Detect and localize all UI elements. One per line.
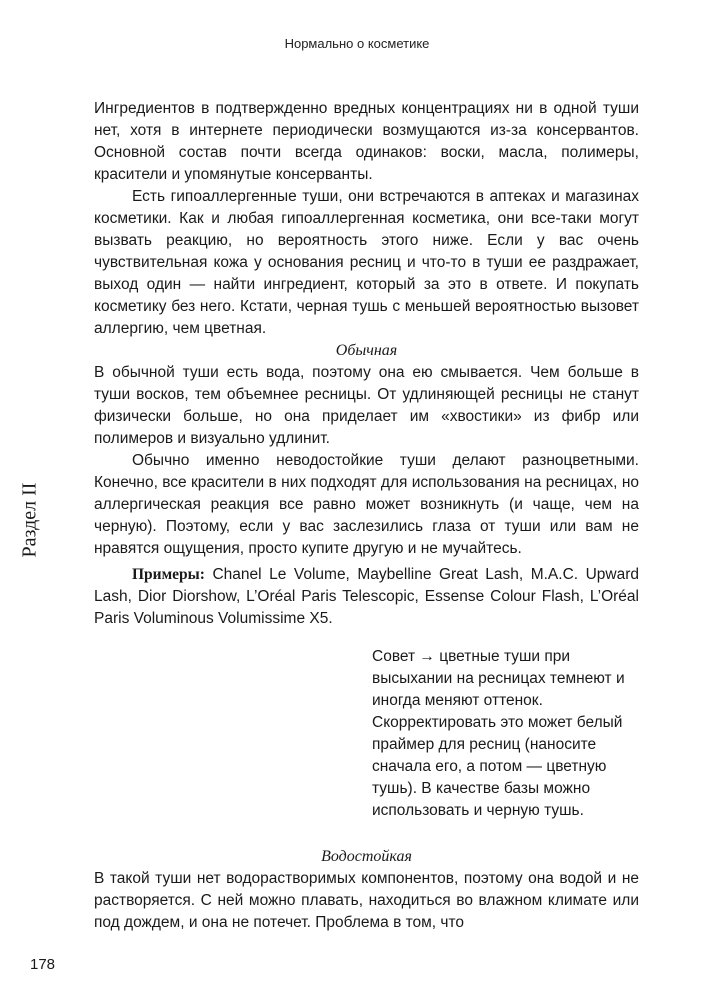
waterproof-section [94, 846, 639, 934]
waterproof-paragraph-1: В такой туши нет водорастворимых компонентов, поэтому она водой и не растворяется. С ней можно плавать, находиться во влажном климате или под дождем, и она не потечет. Проблема в том, что [94, 870, 639, 931]
section-label: Раздел II [18, 482, 41, 558]
examples-paragraph [94, 564, 639, 630]
examples-label: Примеры: [132, 566, 205, 583]
intro-paragraph-2: Есть гипоаллергенные туши, они встречаются в аптеках и магазинах косметики. Как и любая гипоаллергенная косметика, они все-таки могут вызвать реакцию, но вероятность этого ниже. Если у вас очень чувствительная кожа у основания ресниц и что-то в туши ее раздражает, выход один — найти ингредиент, который за это в ответе. И покупать косметику без него. Кстати, черная тушь с меньшей вероятностью вызовет аллергию, чем цветная. [94, 188, 639, 337]
page-number: 178 [30, 956, 56, 973]
intro-paragraph-1: Ингредиентов в подтвержденно вредных концентрациях ни в одной туши нет, хотя в интернете периодически возмущаются из-за консервантов. Основной состав почти всегда одинаков: воски, масла, полимеры, красители и упомянутые консерванты. [94, 100, 639, 183]
regular-section [94, 340, 639, 560]
examples-text: Chanel Le Volume, Maybelline Great Lash, M.A.C. Upward Lash, Dior Diorshow, L’Oréal Paris Telescopic, Essense Colour Flash, L’Oréal Paris Voluminous Volumissime X5. [94, 566, 640, 627]
tip-text: Совет → цветные туши при высыхании на ресницах темнеют и иногда меняют оттенок. Скорректировать это может белый праймер для ресниц (наносите сначала его, а потом — цветную тушь). В качестве базы можно использовать и черную тушь. [372, 648, 625, 819]
intro-block [94, 98, 639, 340]
tip-box [372, 646, 640, 822]
running-title: Нормально о косметике [284, 36, 430, 51]
regular-heading: Обычная [335, 342, 398, 359]
examples-block [94, 564, 639, 630]
regular-paragraph-2: Обычно именно неводостойкие туши делают разноцветными. Конечно, все красители в них подходят для использования на ресницах, но аллергическая реакция все равно может возникнуть (и чаще, чем на черную). Поэтому, если у вас заслезились глаза от туши или вам не нравятся ощущения, просто купите другую и не мучайтесь. [94, 452, 639, 557]
regular-paragraph-1: В обычной туши есть вода, поэтому она ею смывается. Чем больше в туши восков, тем объемнее ресницы. От удлиняющей ресницы не станут физически больше, но она приделает им «хвостики» из фибр или полимеров и визуально удлинит. [94, 364, 639, 447]
waterproof-heading: Водостойкая [321, 848, 412, 865]
